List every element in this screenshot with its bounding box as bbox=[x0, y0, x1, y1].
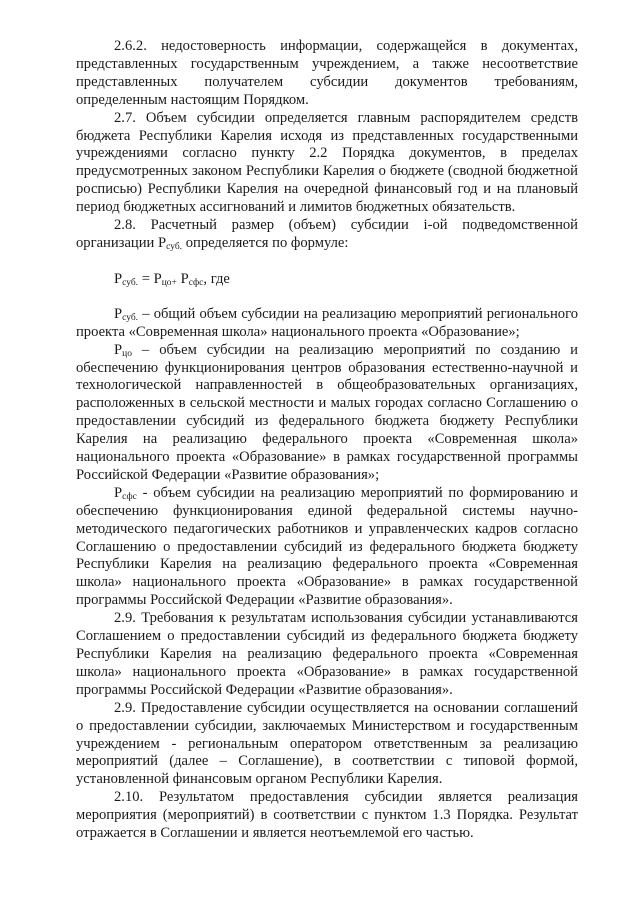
paragraph-2-9-provision: 2.9. Предоставление субсидии осуществляется на основании соглашений о предоставлении субсидии, заключаемых Министерством и государственным учреждением - региональным оператором ответственным за реализацию мероприятий (далее – Соглашение), в соответствии с типовой формой, установленной финансовым органом Республики Карелия. bbox=[76, 699, 578, 788]
definition-subscript: сфс bbox=[122, 491, 137, 502]
paragraph-2-7: 2.7. Объем субсидии определяется главным распорядителем средств бюджета Республики Карелия исходя из представленных государственными учреждениями согласно пункту 2.2 Порядка документов, в пределах предусмотренных законом Республики Карелия о бюджете (сводной бюджетной росписью) Республики Карелия на очередной финансовый год и на плановый период бюджетных ассигнований и лимитов бюджетных обязательств. bbox=[76, 109, 578, 216]
paragraph-2-8-tail: определяется по формуле: bbox=[182, 234, 349, 251]
definition-subscript: суб. bbox=[122, 312, 139, 323]
paragraph-2-6-2: 2.6.2. недостоверность информации, содержащейся в документах, представленных государственным учреждением, а также несоответствие представленных получателем субсидии документов требованиям, определенным настоящим Порядком. bbox=[76, 38, 578, 108]
paragraph-2-10: 2.10. Результатом предоставления субсидии является реализация мероприятия (мероприятий) в соответствии с пунктом 1.3 Порядка. Результат отражается в Соглашении и является неотъемлемой его частью. bbox=[76, 789, 578, 842]
spacer bbox=[76, 289, 578, 306]
formula bbox=[76, 271, 578, 289]
formula-r-co-subscript: цо+ bbox=[161, 277, 177, 288]
paragraph-2-8 bbox=[76, 217, 578, 253]
definition-r-sub bbox=[76, 306, 578, 342]
definition-r-sfs bbox=[76, 485, 578, 610]
formula-r-sub-subscript: суб. bbox=[122, 277, 139, 288]
definition-text: – объем субсидии на реализацию мероприятий по созданию и обеспечению функционирования центров образования естественно-научной и технологической направленностей в общеобразовательных организациях, расположенных в сельской местности и малых городах согласно Соглашению о предоставлении субсидий из федерального бюджета бюджету Республики Карелия на реализацию федерального проекта «Современная школа» национального проекта «Образование» в рамках государственной программы Российской Федерации «Развитие образования»; bbox=[76, 341, 578, 483]
formula-r-sub: Р bbox=[114, 270, 123, 287]
definition-text: - объем субсидии на реализацию мероприятий по формированию и обеспечению функционирования единой федеральной системы научно-методического педагогических работников и управленческих кадров согласно Соглашению о предоставлении субсидий из федерального бюджета бюджету Республики Карелия на реализацию федерального проекта «Современная школа» национального проекта «Образование» в рамках государственной программы Российской Федерации «Развитие образования». bbox=[76, 484, 578, 609]
document-page bbox=[76, 38, 578, 843]
paragraph-2-8-subscript: суб. bbox=[166, 241, 183, 252]
definition-text: – общий объем субсидии на реализацию мероприятий регионального проекта «Современная школа» национального проекта «Образование»; bbox=[76, 305, 578, 340]
spacer bbox=[76, 253, 578, 271]
paragraph-2-8-text: 2.8. Расчетный размер (объем) субсидии i-ой подведомственной организации Р bbox=[76, 217, 578, 251]
formula-equals: = Р bbox=[138, 270, 162, 287]
formula-r-sfs: Р bbox=[176, 270, 189, 287]
formula-tail: , где bbox=[203, 270, 230, 287]
definition-subscript: цо bbox=[122, 348, 132, 359]
definition-symbol: Р bbox=[114, 341, 123, 358]
definition-symbol: Р bbox=[114, 305, 123, 322]
formula-r-sfs-subscript: сфс bbox=[188, 277, 204, 288]
definition-r-co bbox=[76, 342, 578, 485]
definition-symbol: Р bbox=[114, 484, 123, 501]
paragraph-2-9-requirements: 2.9. Требования к результатам использования субсидии устанавливаются Соглашением о предоставлении субсидий из федерального бюджета бюджету Республики Карелия на реализацию федерального проекта «Современная школа» национального проекта «Образование» в рамках государственной программы Российской Федерации «Развитие образования». bbox=[76, 610, 578, 698]
